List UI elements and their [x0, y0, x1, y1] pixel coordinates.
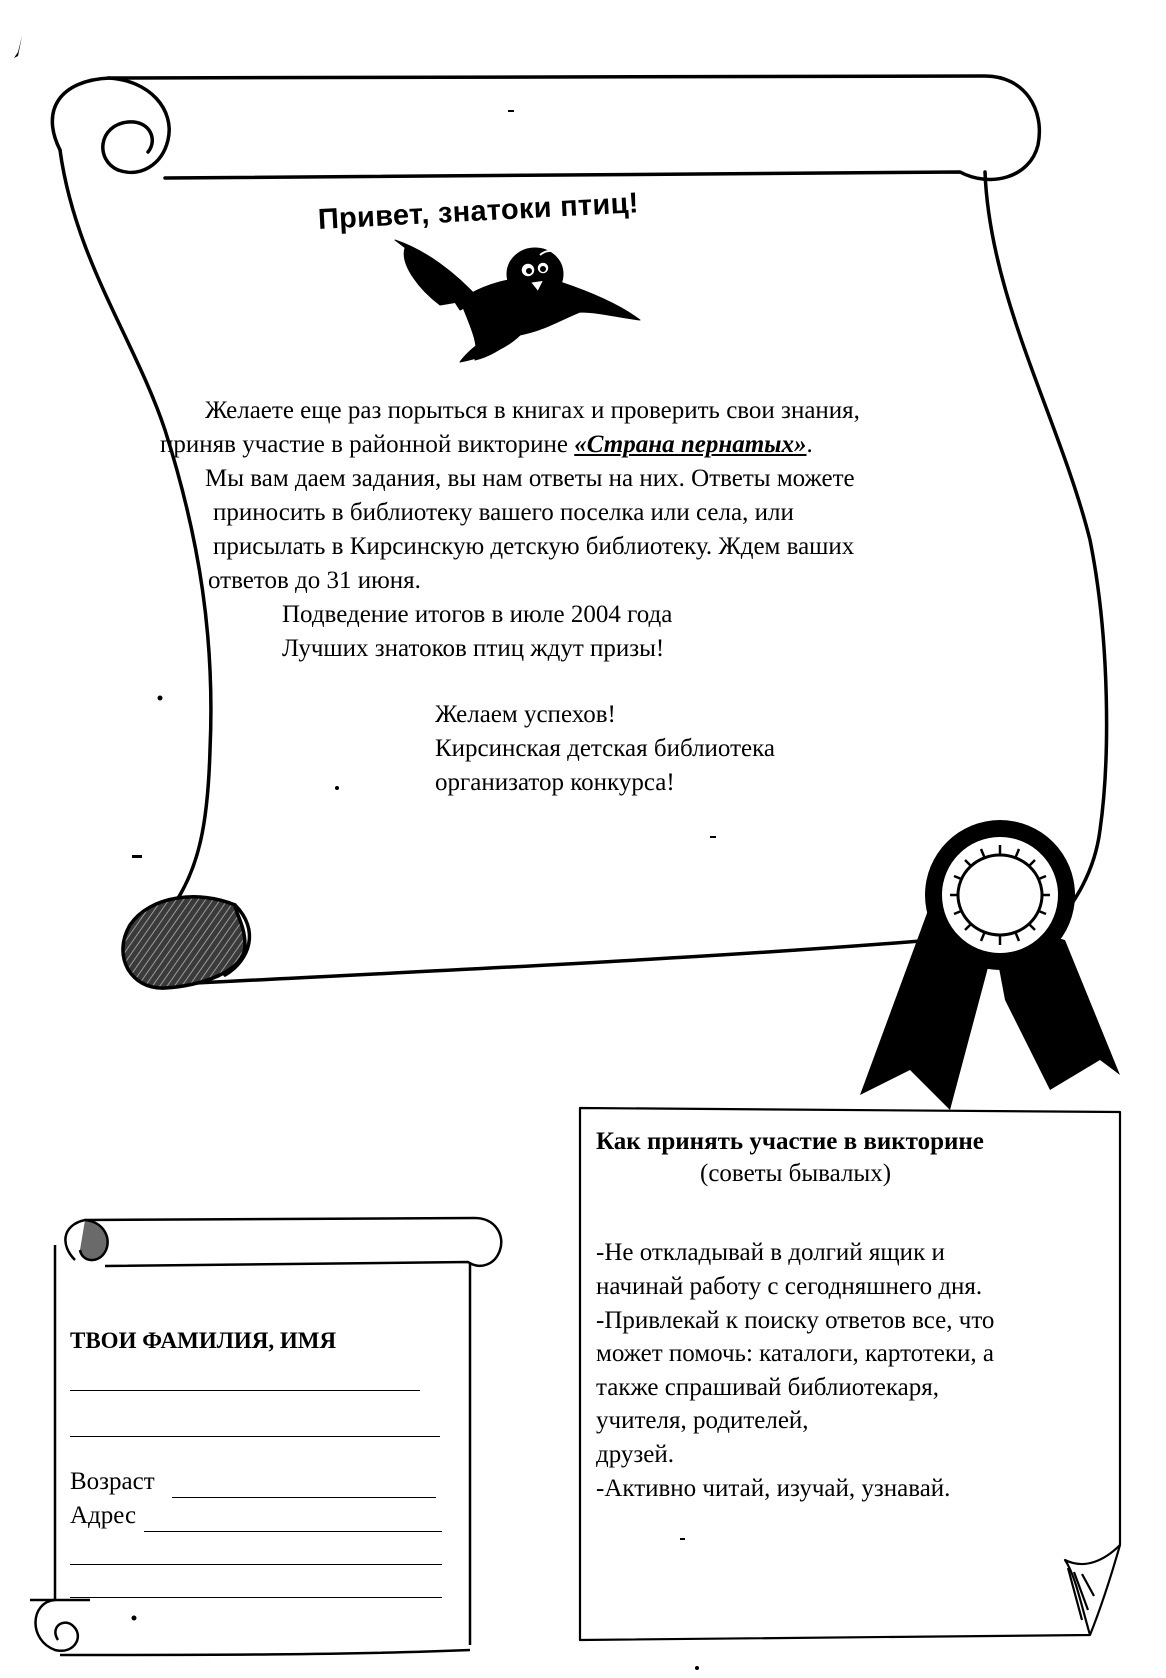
address-field-line[interactable] [70, 1597, 442, 1598]
tip-line: начинай работу с сегодняшнего дня. [596, 1273, 983, 1300]
address-label: Адрес [70, 1502, 137, 1529]
closing-line: Желаем успехов! [435, 701, 616, 728]
invitation-line: Желаете еще раз порыться в книгах и проверить свои знания, [205, 397, 860, 424]
quiz-name-suffix: . [806, 431, 813, 458]
address-field-line[interactable] [144, 1531, 442, 1532]
name-field-line[interactable] [70, 1390, 420, 1391]
tip-line: -Не откладывай в долгий ящик и [596, 1239, 945, 1266]
tip-line: учителя, родителей, [596, 1407, 809, 1434]
tip-line: -Привлекай к поиску ответов все, что [596, 1307, 995, 1334]
invitation-line: ответов до 31 июня. [208, 567, 421, 594]
tip-line: -Активно читай, изучай, узнавай. [596, 1475, 951, 1502]
invitation-line: Лучших знатоков птиц ждут призы! [282, 635, 665, 662]
tip-line: может помочь: каталоги, картотеки, а [596, 1340, 994, 1367]
age-field-line[interactable] [172, 1497, 436, 1498]
closing-line: организатор конкурса! [435, 769, 675, 796]
invitation-line: Подведение итогов в июле 2004 года [282, 601, 673, 628]
quiz-name: «Страна пернатых» [574, 431, 807, 458]
tips-title: Как принять участие в викторине [596, 1128, 984, 1155]
form-title: ТВОИ ФАМИЛИЯ, ИМЯ [70, 1328, 337, 1353]
invitation-line-text: приняв участие в районной викторине [160, 431, 575, 458]
invitation-line: приносить в библиотеку вашего поселка или села, или [213, 499, 794, 526]
tip-line: друзей. [596, 1441, 674, 1468]
invitation-line: присылать в Кирсинскую детскую библиотеку. Ждем ваших [213, 533, 855, 560]
rosette-ribbon-icon [860, 820, 1120, 1110]
name-field-line[interactable] [70, 1436, 440, 1437]
tip-line: также спрашивай библиотекаря, [596, 1374, 940, 1401]
invitation-line: Мы вам даем задания, вы нам ответы на них. Ответы можете [205, 465, 855, 492]
poster-headline: Привет, знатоки птиц! [317, 187, 640, 236]
invitation-line [160, 430, 813, 460]
tips-subtitle: (советы бывалых) [700, 1160, 892, 1187]
age-label: Возраст [70, 1468, 155, 1495]
bird-icon [395, 240, 640, 362]
closing-line: Кирсинская детская библиотека [435, 735, 775, 762]
address-field-line[interactable] [70, 1564, 442, 1565]
